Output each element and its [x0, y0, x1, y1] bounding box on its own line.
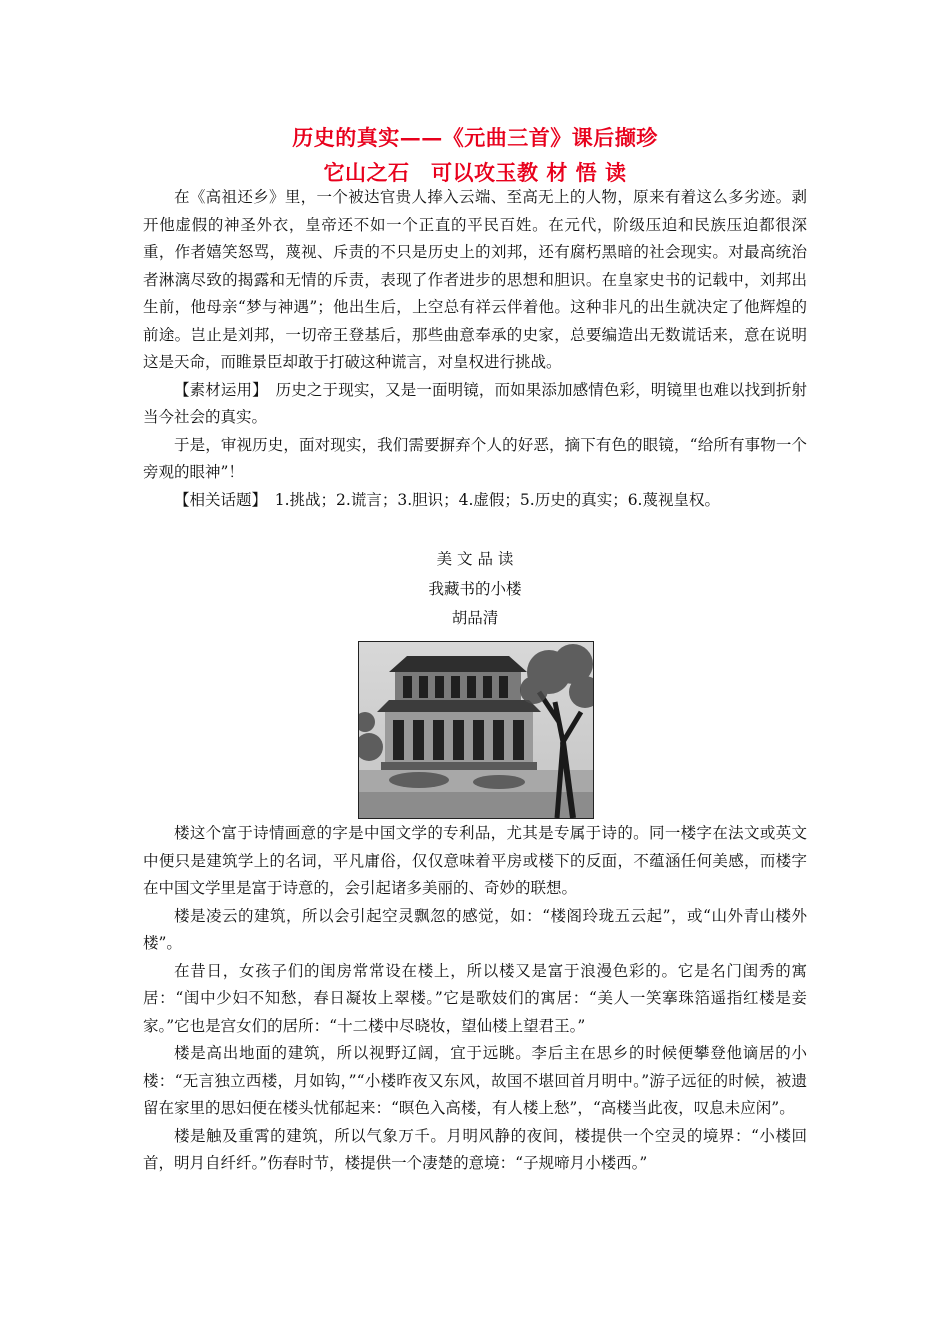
article-paragraph: 在昔日，女孩子们的闺房常常设在楼上，所以楼又是富于浪漫色彩的。它是名门闺秀的寓居：“闺中少妇不知愁，春日凝妆上翠楼。”它是歌妓们的寓居：“美人一笑搴珠箔遥指红楼是妾家。”它也是宫女们的居所：“十二楼中尽晓妆，望仙楼上望君王。”: [143, 961, 807, 1035]
section-heading: 美 文 品 读: [436, 550, 514, 568]
article-title: 我藏书的小楼: [428, 580, 522, 598]
article-paragraph: 楼是触及重霄的建筑，所以气象万千。月明风静的夜间，楼提供一个空灵的境界：“小楼回首，明月自纤纤。”伤春时节，楼提供一个凄楚的意境：“子规啼月小楼西。”: [143, 1126, 807, 1172]
intro-paragraph: 在《高祖还乡》里，一个被达官贵人捧入云端、至高无上的人物，原来有着这么多劣迹。剥开他虚假的神圣外衣，皇帝还不如一个正直的平民百姓。在元代，阶级压迫和民族压迫都很深重，作者嬉笑怒骂，蔑视、斥责的不只是历史上的刘邦，还有腐朽黑暗的社会现实。对最高统治者淋漓尽致的揭露和无情的斥责，表现了作者进步的思想和胆识。在皇家史书的记载中，刘邦出生前，他母亲“梦与神遇”；他出生后，上空总有祥云伴着他。这种非凡的出生就决定了他辉煌的前途。岂止是刘邦，一切帝王登基后，那些曲意奉承的史家，总要编造出无数谎话来，意在说明这是天命，而睢景臣却敢于打破这种谎言，对皇权进行挑战。: [143, 188, 807, 371]
article-paragraph: 楼是高出地面的建筑，所以视野辽阔，宜于远眺。李后主在思乡的时候便攀登他谪居的小楼：“无言独立西楼，月如钩，”“小楼昨夜又东风，故国不堪回首月明中。”游子远征的时候，被遗留在家里的思妇便在楼头忧郁起来：“暝色入高楼，有人楼上愁”，“高楼当此夜，叹息未应闲”。: [143, 1044, 807, 1117]
followup-paragraph: 于是，审视历史，面对现实，我们需要摒弃个人的好恶，摘下有色的眼镜，“给所有事物一个旁观的眼神”！: [143, 435, 807, 481]
document-title: 历史的真实——《元曲三首》课后撷珍: [292, 125, 658, 150]
article-body: [143, 820, 807, 1178]
article-paragraph: 楼这个富于诗情画意的字是中国文学的专利品，尤其是专属于诗的。同一楼字在法文或英文中便只是建筑学上的名词，平凡庸俗，仅仅意味着平房或楼下的反面，不蕴涵任何美感，而楼字在中国文学里是富于诗意的，会引起诸多美丽的、奇妙的联想。: [143, 824, 807, 897]
intro-section: [143, 184, 807, 514]
building-photo: [358, 641, 594, 819]
material-use-paragraph: 【素材运用】 历史之于现实，又是一面明镜，而如果添加感情色彩，明镜里也难以找到折射当今社会的真实。: [143, 380, 807, 426]
document-subtitle: 它山之石 可以攻玉教 材 悟 读: [323, 160, 627, 185]
related-topics-paragraph: 【相关话题】 1.挑战；2.谎言；3.胆识；4.虚假；5.历史的真实；6.蔑视皇权。: [174, 490, 720, 509]
article-author: 胡品清: [451, 609, 499, 627]
article-paragraph: 楼是凌云的建筑，所以会引起空灵飘忽的感觉，如：“楼阁玲珑五云起”，或“山外青山楼外楼”。: [143, 906, 807, 952]
